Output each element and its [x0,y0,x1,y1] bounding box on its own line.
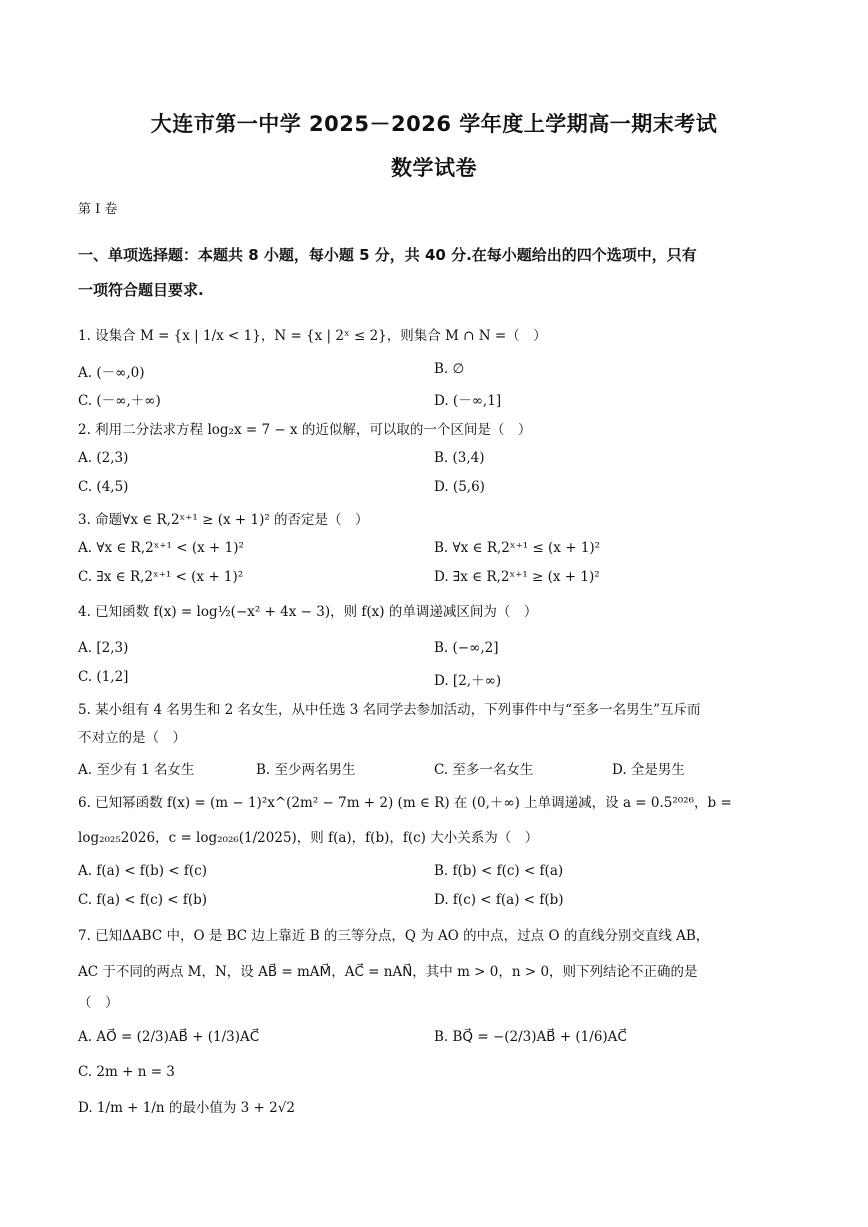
question-3-option-d: D. ∃x ∈ R,2ˣ⁺¹ ≥ (x + 1)² [434,569,600,585]
question-7-option-d: D. 1/m + 1/n 的最小值为 3 + 2√2 [78,1100,295,1116]
question-6-option-b: B. f(b) < f(c) < f(a) [434,863,564,879]
question-2-option-c: C. (4,5) [78,479,129,495]
question-5-option-d: D. 全是男生 [612,762,685,778]
question-6-option-c: C. f(a) < f(c) < f(b) [78,892,208,908]
question-1-option-b: B. ∅ [434,361,465,377]
question-4-option-b: B. (−∞,2] [434,640,499,656]
question-6-stem-line-1: 6. 已知幂函数 f(x) = (m − 1)²x^(2m² − 7m + 2) (m ∈ R) 在 (0,＋∞) 上单调递减，设 a = 0.5²⁰²⁶，b = [78,795,732,811]
section-heading-line-2: 一项符合题目要求. [78,281,204,299]
question-3-option-a: A. ∀x ∈ R,2ˣ⁺¹ < (x + 1)² [78,540,244,556]
question-4-stem: 4. 已知函数 f(x) = log½(−x² + 4x − 3)，则 f(x) 的单调递减区间为（ ） [78,604,538,620]
question-7-option-a: A. AO⃗ = (2/3)AB⃗ + (1/3)AC⃗ [78,1029,260,1045]
question-2-option-a: A. (2,3) [78,450,129,466]
question-7-stem-line-1: 7. 已知ΔABC 中，O 是 BC 边上靠近 B 的三等分点，Q 为 AO 的中点，过点 O 的直线分别交直线 AB， [78,928,710,944]
question-2-stem: 2. 利用二分法求方程 log₂x = 7 − x 的近似解，可以取的一个区间是（ ） [78,422,532,438]
question-1-option-a: A. (－∞,0) [78,365,145,381]
question-5-stem-line-1: 5. 某小组有 4 名男生和 2 名女生，从中任选 3 名同学去参加活动，下列事件中与“至多一名男生”互斥而 [78,702,701,718]
question-1-option-d: D. (－∞,1] [434,393,502,409]
question-2-option-b: B. (3,4) [434,450,485,466]
question-7-option-c: C. 2m + n = 3 [78,1064,175,1080]
question-6-stem-line-2: log₂₀₂₅2026，c = log₂₀₂₆(1/2025)，则 f(a)，f(b)，f(c) 大小关系为（ ） [78,830,539,846]
question-1-stem: 1. 设集合 M = {x | 1/x < 1}，N = {x | 2ˣ ≤ 2}，则集合 M ∩ N =（ ） [78,328,547,344]
exam-title: 大连市第一中学 2025－2026 学年度上学期高一期末考试 [150,112,718,136]
exam-subtitle: 数学试卷 [391,156,477,180]
question-5-stem-line-2: 不对立的是（ ） [78,730,186,746]
question-4-option-c: C. (1,2] [78,669,129,685]
question-1-option-c: C. (－∞,＋∞) [78,393,161,409]
volume-label: 第 I 卷 [78,202,118,217]
question-6-option-a: A. f(a) < f(b) < f(c) [78,863,207,879]
question-7-stem-line-3: （ ） [78,995,119,1011]
question-5-option-b: B. 至少两名男生 [256,762,356,778]
question-6-option-d: D. f(c) < f(a) < f(b) [434,892,564,908]
question-2-option-d: D. (5,6) [434,479,485,495]
question-4-option-a: A. [2,3) [78,640,129,656]
question-3-option-b: B. ∀x ∈ R,2ˣ⁺¹ ≤ (x + 1)² [434,540,601,556]
question-4-option-d: D. [2,＋∞) [434,673,502,689]
question-5-option-c: C. 至多一名女生 [434,762,534,778]
question-5-option-a: A. 至少有 1 名女生 [78,762,195,778]
question-3-option-c: C. ∃x ∈ R,2ˣ⁺¹ < (x + 1)² [78,569,244,585]
question-3-stem: 3. 命题∀x ∈ R,2ˣ⁺¹ ≥ (x + 1)² 的否定是（ ） [78,512,369,528]
section-heading-line-1: 一、单项选择题：本题共 8 小题，每小题 5 分，共 40 分.在每小题给出的四个选项中，只有 [78,246,697,264]
question-7-stem-line-2: AC 于不同的两点 M，N，设 AB⃗ = mAM⃗，AC⃗ = nAN⃗，其中 m > 0，n > 0，则下列结论不正确的是 [78,964,698,980]
question-7-option-b: B. BQ⃗ = −(2/3)AB⃗ + (1/6)AC⃗ [434,1029,627,1045]
